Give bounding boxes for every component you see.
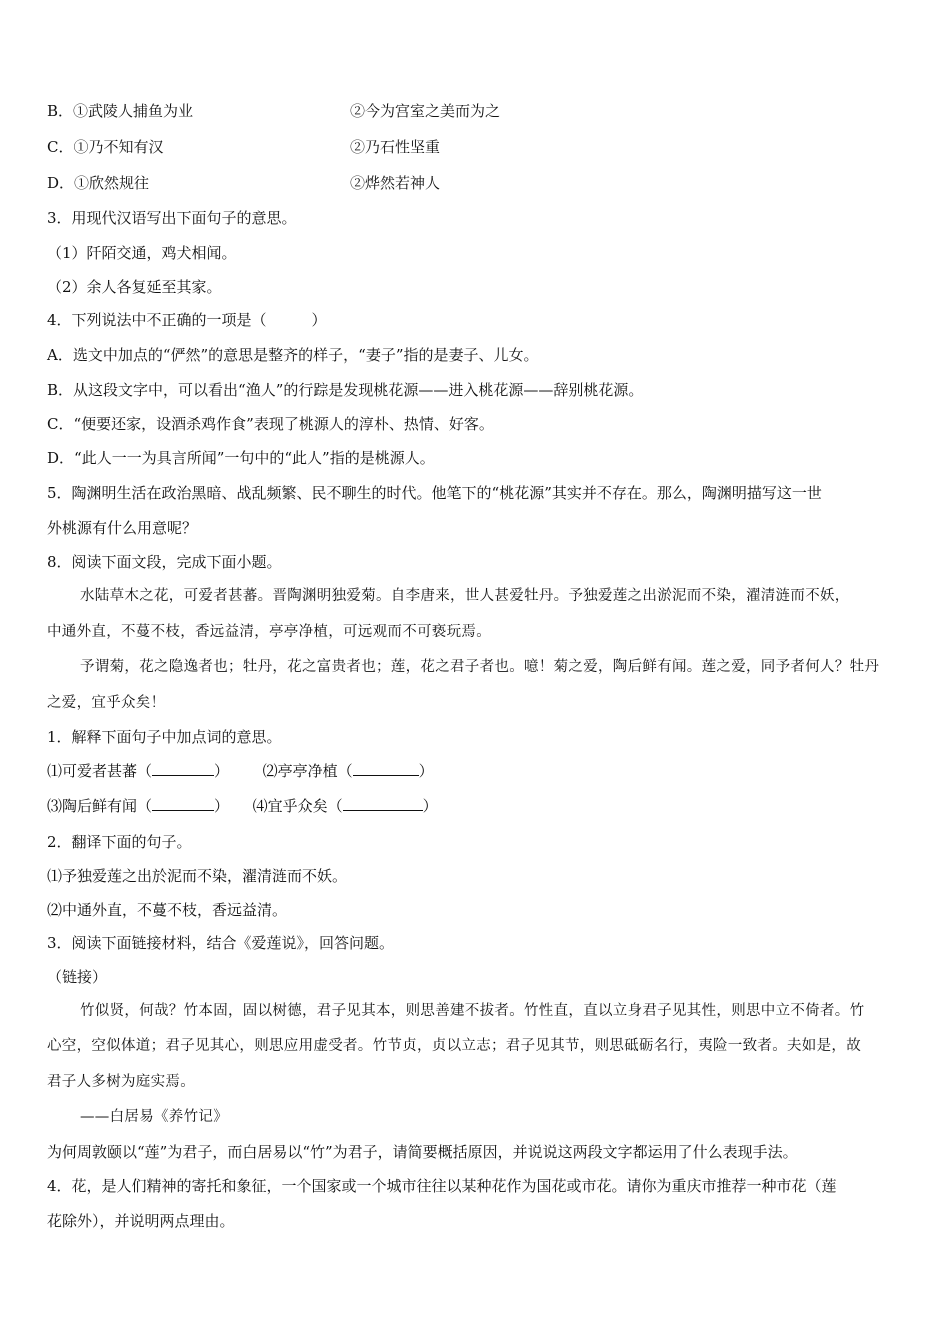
sub-1-item-3: ⑶陶后鲜有闻（ [47, 797, 153, 815]
passage-2-line-1: 予谓菊，花之隐逸者也；牡丹，花之富贵者也；莲，花之君子者也。噫！菊之爱，陶后鲜有闻。莲之爱，同予者何人？牡丹 [80, 659, 880, 675]
link-passage-line-2: 心空，空似体道；君子见其心，则思应用虚受者。竹节贞，贞以立志；君子见其节，则思砥砺名行，夷险一致者。夫如是，故 [47, 1038, 861, 1054]
option-b-right: ②今为宫室之美而为之 [350, 102, 501, 120]
question-4-option-b: B．从这段文字中，可以看出“渔人”的行踪是发现桃花源——进入桃花源——辞别桃花源。 [47, 381, 644, 399]
option-c-right: ②乃石性坚重 [350, 138, 441, 156]
sub-4-line-1: 4．花，是人们精神的寄托和象征，一个国家或一个城市往往以某种花作为国花或市花。请你为重庆市推荐一种市花（莲 [47, 1177, 837, 1195]
answer-blank[interactable] [152, 796, 214, 811]
sub-3-question: 为何周敦颐以“莲”为君子，而白居易以“竹”为君子，请简要概括原因，并说说这两段文字都运用了什么表现手法。 [47, 1143, 798, 1161]
answer-blank[interactable] [343, 796, 423, 811]
sub-1-title: 1．解释下面句子中加点词的意思。 [47, 728, 282, 746]
question-4-option-d: D．“此人一一为具言所闻”一句中的“此人”指的是桃源人。 [47, 449, 435, 467]
sub-1-item-3-end: ） [214, 797, 230, 815]
sub-2-item-1: ⑴予独爱莲之出於泥而不染，濯清涟而不妖。 [47, 867, 348, 885]
sub-4-line-2: 花除外），并说明两点理由。 [47, 1212, 235, 1230]
sub-1-item-2-end: ） [418, 762, 434, 780]
option-b-left: B．①武陵人捕鱼为业 [47, 102, 194, 120]
question-5-line-1: 5．陶渊明生活在政治黑暗、战乱频繁、民不聊生的时代。他笔下的“桃花源”其实并不存在。那么，陶渊明描写这一世 [47, 484, 822, 502]
passage-1-line-2: 中通外直，不蔓不枝，香远益清，亭亭净植，可远观而不可亵玩焉。 [47, 624, 491, 640]
question-5-line-2: 外桃源有什么用意呢？ [47, 519, 198, 537]
link-source: ——白居易《养竹记》 [80, 1109, 228, 1125]
sub-1-item-4: ⑷宜乎众矣（ [252, 797, 343, 815]
question-4-title: 4．下列说法中不正确的一项是（ ） [47, 311, 327, 329]
sub-1-item-2: ⑵亭亭净植（ [262, 762, 353, 780]
question-8-title: 8．阅读下面文段，完成下面小题。 [47, 553, 282, 571]
question-3-item-2: （2）余人各复延至其家。 [47, 278, 222, 296]
sub-1-item-4-end: ） [422, 797, 438, 815]
passage-2-line-2: 之爱，宜乎众矣！ [47, 695, 166, 711]
sub-3-title: 3．阅读下面链接材料，结合《爱莲说》，回答问题。 [47, 934, 395, 952]
link-passage-line-3: 君子人多树为庭实焉。 [47, 1074, 195, 1090]
link-passage-line-1: 竹似贤，何哉？竹本固，固以树德，君子见其本，则思善建不拔者。竹性直，直以立身君子见其性，则思中立不倚者。竹 [80, 1003, 865, 1019]
question-4-option-c: C．“便要还家，设酒杀鸡作食”表现了桃源人的淳朴、热情、好客。 [47, 415, 494, 433]
link-label: （链接） [47, 968, 108, 986]
option-d-right: ②烨然若神人 [350, 174, 441, 192]
option-d-left: D．①欣然规往 [47, 174, 150, 192]
answer-blank[interactable] [353, 761, 419, 776]
option-c-left: C．①乃不知有汉 [47, 138, 164, 156]
sub-2-title: 2．翻译下面的句子。 [47, 833, 192, 851]
sub-2-item-2: ⑵中通外直，不蔓不枝，香远益清。 [47, 901, 288, 919]
question-3-item-1: （1）阡陌交通，鸡犬相闻。 [47, 244, 237, 262]
sub-1-row-2 [47, 796, 907, 816]
answer-blank[interactable] [152, 761, 214, 776]
sub-1-item-1-end: ） [214, 762, 230, 780]
question-3-title: 3．用现代汉语写出下面句子的意思。 [47, 209, 297, 227]
question-4-option-a: A．选文中加点的“俨然”的意思是整齐的样子，“妻子”指的是妻子、儿女。 [47, 346, 539, 364]
sub-1-row-1 [47, 761, 907, 781]
sub-1-item-1: ⑴可爱者甚蕃（ [47, 762, 153, 780]
passage-1-line-1: 水陆草木之花，可爱者甚蕃。晋陶渊明独爱菊。自李唐来，世人甚爱牡丹。予独爱莲之出淤泥而不染，濯清涟而不妖， [80, 588, 850, 604]
